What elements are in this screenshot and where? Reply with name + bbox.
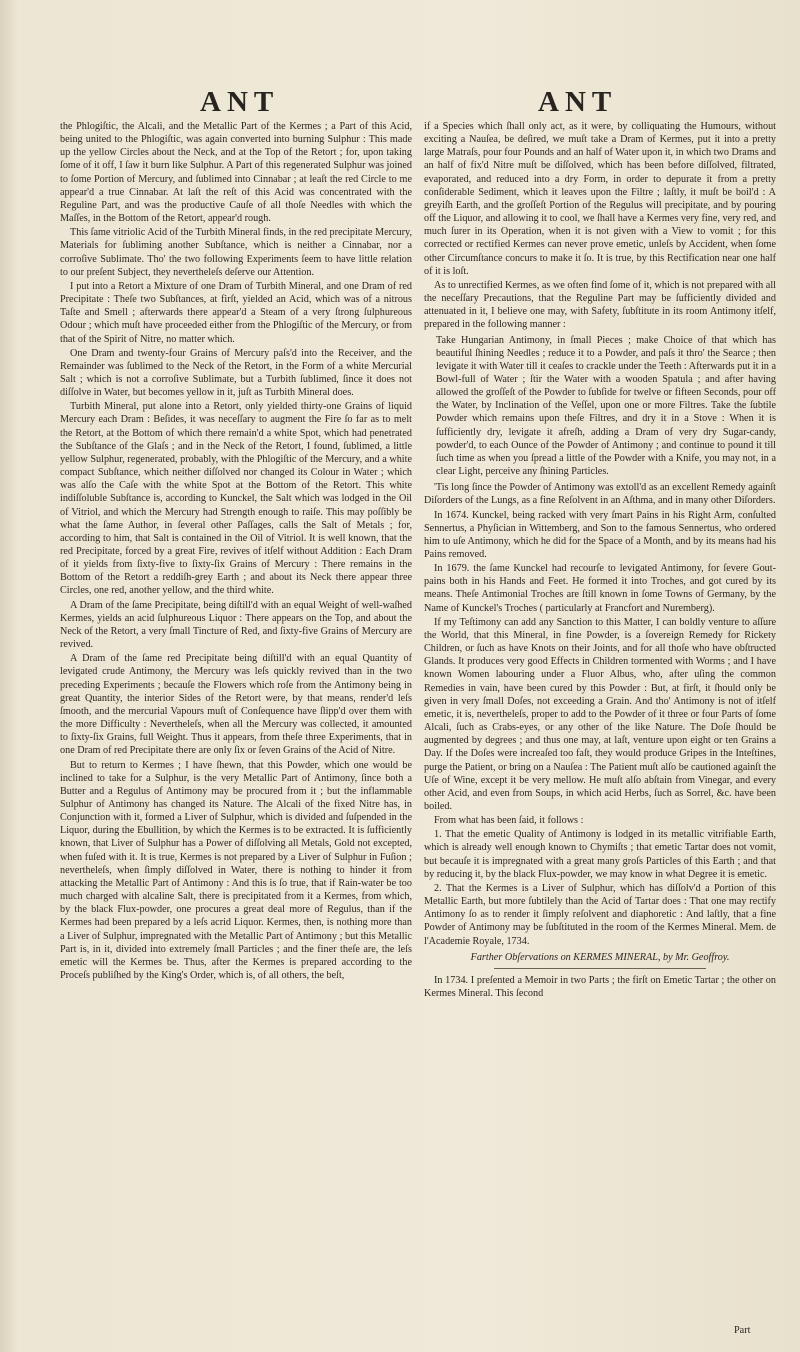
paragraph: As to unrectified Kermes, as we often find ſome of it, which is not prepared with all the neceſſary Precautions, that the Reguline Part may be ſufficiently divided and attenuated in it, I believe one may, with Safety, ſubſtitute in its room Antimony itſelf, prepared in the following manner : [424, 279, 776, 331]
paragraph: A Dram of the ſame Precipitate, being diſtill'd with an equal Weight of well-waſhed Kermes, yields an acid ſulphureous Liquor : There appears on the Top, and about the Neck of the Retort, a very ſmall Tincture of Red, and ſixty-five Grains of Mercury are revived. [60, 599, 412, 651]
running-head-right: ANT [538, 86, 618, 118]
paragraph: In 1679. the ſame Kunckel had recourſe to levigated Antimony, for ſevere Gout-pains both in his Hands and Feet. He formed it into Troches, and got cured by its means. Theſe Antimonial Troches are ſtill known in ſome Towns of Germany, by the Name of Kunckel's Troches ( particularly at Francfort and Nuremberg). [424, 563, 776, 614]
section-rule [494, 968, 706, 969]
paragraph: If my Teſtimony can add any Sanction to this Matter, I can boldly venture to aſſure the World, that this Mineral, in fine Powder, is a ſovereign Remedy for Rickety Children, or ſuch as have Knots on their Joints, and for all thoſe who have obſtructed Glands. It produces very good Effects in Children tormented with Worms ; and I have known Women labouring under a Fluor Albus, who, after uſing the common Remedies in vain, have been cured by this Powder : But, at firſt, it ſhould only be given in very ſmall Doſes, not exceeding a Grain. And tho' Antimony is not of itſelf emetic, it is, nevertheleſs, proper to add to the Powder of it three or four Parts of ſome Alcali, ſuch as Crabs-eyes, or any other of the like Nature. The Doſe ſhould be augmented by degrees ; and thus one may, at laſt, venture upon eight or ten Grains a Day. If the Doſes were increaſed too faſt, they would produce Gripes in the Inteſtines, purge the Patient, or bring on a Nauſea : The Patient muſt alſo be cautioned againſt the Uſe of Wine, except it be very mellow. He muſt alſo abſtain from Vinegar, and every other Acid, and even from Soups, in which acid Herbs, ſuch as Sorrel, &c. have been boiled. [424, 616, 776, 812]
recipe-text: Take Hungarian Antimony, in ſmall Pieces ; make Choice of that which has beautiful ſhining Needles ; reduce it to a Powder, and paſs it thro' the Searce ; then levigate it with Water till it ceaſes to crackle under the Teeth : Afterwards put it in a Bowl-full of Water ; ſtir the Water with a wooden Spatula ; and after having allowed the groſſeſt of the Powder to ſubſide for twelve or fifteen Seconds, pour off the Water, by Inclination of the Veſſel, upon one or more Filtres. Take the ſubtile Powder which remains upon theſe Filtres, and dry it in a Stove : When it is ſufficiently dry, levigate it afreſh, adding a Dram of very dry Sugar-candy, powder'd, to each Ounce of the Powder of Antimony ; and continue to pound it till ſuch time as when you ſpread a little of the Powder with a Knife, you may not, in a clear Light, perceive any ſhining Particles. [436, 334, 776, 478]
paragraph: A Dram of the ſame red Precipitate being diſtill'd with an equal Quantity of levigated crude Antimony, the Mercury was leſs quickly revived than in the two preceding Experiments ; becauſe the Flowers which roſe from the Antimony being in great Quantity, the interior Sides of the Retort were, by that means, render'd leſs ſmooth, and the mercurial Vapours muſt of Conſequence have ſlipp'd over them with the more Difficulty : Nevertheleſs, when all the Mercury was collected, it amounted to ſixty-ſix Grains, full Weight. Thus it appears, from theſe three Experiments, that in one Dram of red Precipitate there are only ſix or ſeven Grains of the Acid of Nitre. [60, 653, 412, 757]
running-head-left: ANT [200, 86, 280, 118]
paragraph: if a Species which ſhall only act, as it were, by colliquating the Humours, without exciting a Nauſea, be deſired, we muſt take a Dram of Kermes, put it into a pretty large Matraſs, pour four Pounds and an half of Water upon it, in which two Drams and an half of fix'd Nitre muſt be diſſolved, which has been before diſſolved, filtrated, evaporated, and reduced into a dry Form, in order to depurate it from a pretty conſiderable Sediment, which it leaves upon the Filtre ; laſtly, it muſt be boil'd : A greyiſh Earth, and the groſſeſt Portion of the Regulus will precipitate, and by pouring off the Liquor, and allowing it to cool, we ſhall have a Kermes very fine, very red, and much ſurer in its Operation, when it is not given with a View to vomit ; for this corrected or rectified Kermes can never prove emetic, unleſs by Accident, when ſome other Circumſtance concurs to make it ſo. It is true, by this Rectification near one half of it is loſt. [424, 121, 776, 277]
paragraph: I put into a Retort a Mixture of one Dram of Turbith Mineral, and one Dram of red Precipitate : Theſe two Subſtances, at firſt, yielded an Acid, which was of a nitrous Taſte and Smell ; afterwards there appear'd a Steam of a very ſtrong ſulphureous Odour ; which muſt have proceeded either from the Phlogiſtic of the Mercury, or from that of the Spirit of Nitre, no matter which. [60, 280, 412, 345]
paragraph: the Phlogiſtic, the Alcali, and the Metallic Part of the Kermes ; a Part of this Acid, being united to the Phlogiſtic, was again converted into burning Sulphur : This made up the yellow Circles about the Neck, and at the Top of the Retort ; for, upon taking ſome of it off, I ſaw it burn like Sulphur. A Part of this regenerated Sulphur was joined to ſome Portion of Mercury, and ſublimed into Cinnabar ; at leaſt the red Circle to me appear'd a true Cinnabar. At laſt the reſt of this Acid was concentrated with the Reguline Part, and was the productive Cauſe of all thoſe Needles with which the Maſſes, in the Bottom of the Retort, appear'd rough. [60, 121, 412, 225]
paragraph: In 1734. I preſented a Memoir in two Parts ; the firſt on Emetic Tartar ; the other on Kermes Mineral. This ſecond [424, 974, 776, 999]
paragraph: This ſame vitriolic Acid of the Turbith Mineral finds, in the red precipitate Mercury, Materials for ſubliming another Subſtance, which is neither a Cinnabar, nor a corroſive Sublimate. Tho' the two following Experiments ſeem to have little relation to our preſent Subject, they nevertheleſs deſerve our Attention. [60, 227, 412, 278]
catchword: Part [734, 1325, 751, 1336]
paragraph: 1. That the emetic Quality of Antimony is lodged in its metallic vitrifiable Earth, which is already well enough known to Chymiſts ; that emetic Tartar does not vomit, but becauſe it is impregnated with a great many groſs Particles of this Earth ; and that by reducing it, by the black Flux-powder, we may know in what Degree it is emetic. [424, 829, 776, 880]
paragraph: But to return to Kermes ; I have ſhewn, that this Powder, which one would be inclined to take for a Sulphur, is the very Metallic Part of Antimony, ſince both a Butter and a Regulus of Antimony may be procured from it ; but the inflammable Sulphur of Antimony has changed its Nature. The Alcali of the fixed Nitre has, in Conjunction with it, formed a Liver of Sulphur, which is divided and ſuſpended in the Liquor, during the Ebullition, by which the Kermes is to be extracted. It is ſufficiently known, that Liver of Sulphur has a Power of diſſolving all Metals, Gold not excepted, when fuſed with it. It is true, Kermes is not prepared by a Liver of Sulphur in Fuſion ; nevertheleſs, when ſimply diſſolved in Water, there is nothing to hinder it from attacking the Metallic Part of Antimony : And this is ſo true, that if Rain-water be too much charged with alcaline Salt, there is precipitated from it a Kermes, from which, by the black Flux-powder, one procures a great deal more of Regulus, than if the Kermes had been prepared by a leſs acrid Liquor. Kermes, then, is nothing more than a Liver of Sulphur, impregnated with the Metallic Part of Antimony ; but this Metallic Part is, in it, divided into extremely ſmall Particles ; and the finer theſe are, the leſs emetic will the Kermes be. Thus, after the Kermes is prepared according to the Proceſs publiſhed by the King's Order, which is, of all others, the beſt, [60, 759, 412, 981]
paragraph: 'Tis long ſince the Powder of Antimony was extoll'd as an excellent Remedy againſt Diſorders of the Lungs, as a fine Reſolvent in an Aſthma, and in many other Diſorders. [424, 482, 776, 507]
section-title: Farther Obſervations on KERMES MINERAL, by Mr. Geoffroy. [470, 951, 730, 963]
right-column [424, 120, 776, 1350]
paragraph: From what has been ſaid, it follows : [434, 815, 584, 827]
paragraph: Turbith Mineral, put alone into a Retort, only yielded thirty-one Grains of liquid Mercury each Dram : Beſides, it was neceſſary to augment the Fire ſo far as to melt the Retort, at the Bottom of which there remain'd a white Spot, which had penetrated the Subſtance of the Glaſs ; and in the Neck of the Retort, I found, ſublimed, a little yellow Sulphur, regenerated, probably, with the Phlogiſtic of the Mercury, and a white compact Subſtance, which neither diſſolved nor changed its Colour in Water ; which was alſo the Caſe with the white Spot at the Bottom of the Retort. This white indiſſoluble Subſtance is, according to Kunckel, the Salt which was lodged in the Oil of Vitriol, and which the Mercury had Strength enough to raiſe. This may poſſibly be what the ſame Author, in ſeveral other Paſſages, calls the Salt of Metals ; for, according to him, that Salt is contained in the Oil of Vitriol. It is well known, that the red Precipitate, forced by a great Fire, revives of itſelf without Addition : Each Dram of it yields from ſixty-five to ſixty-ſix Grains of Mercury : There remains in the Bottom of the Retort a reddiſh-grey Earth ; and about its Neck there appear three Circles, one red, another yellow, and the third white. [60, 401, 412, 597]
paragraph: 2. That the Kermes is a Liver of Sulphur, which has diſſolv'd a Portion of this Metallic Earth, but more ſubtilely than the Acid of Tartar does : That one may rectify Antimony ſo as to render it ſimply reſolvent and diaphoretic : And laſtly, that a fine Powder of Antimony may be ſubſtituted in the room of the Kermes Mineral. Mem. de l'Academie Royale, 1734. [424, 882, 776, 947]
recipe-block [436, 334, 776, 479]
paragraph: One Dram and twenty-four Grains of Mercury paſs'd into the Receiver, and the Remainder was ſublimed to the Neck of the Retort, in the Form of a white Mercurial Salt ; which is not a corroſive Sublimate, but a Turbith ſublimed, ſince it does not diſſolve in Water, but becomes yellow in it, juſt as Turbith Mineral does. [60, 347, 412, 399]
left-column [60, 120, 412, 1350]
paragraph: In 1674. Kunckel, being racked with very ſmart Pains in his Right Arm, conſulted Sennertus, a Phyſician in Wittemberg, and Son to the famous Sennertus, who ordered him to uſe Antimony, which he did for the Space of a Month, and by its means had his Pains removed. [424, 509, 776, 560]
running-head [0, 86, 800, 120]
